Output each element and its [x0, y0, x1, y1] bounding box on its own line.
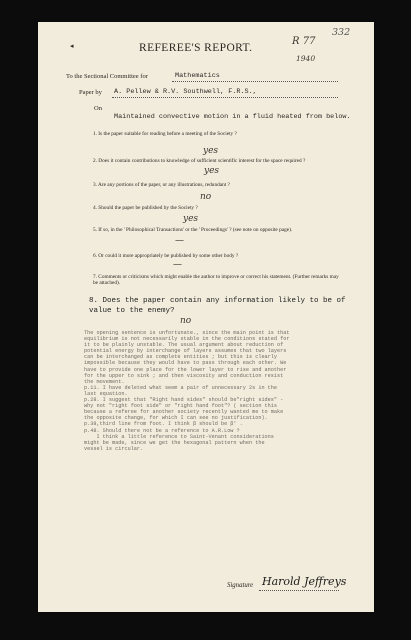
answer-4: no: [200, 192, 212, 202]
signature: Harold Jeffreys: [262, 575, 347, 588]
signature-label: Signature: [227, 582, 254, 589]
committee-label: To the Sectional Committee for: [66, 73, 148, 80]
paper-rule: [112, 97, 338, 98]
question-4: 4. Should the paper be published by the Society ?: [93, 205, 198, 211]
committee-value: Mathematics: [175, 72, 220, 80]
left-arrow-icon: ◂: [70, 42, 74, 50]
answer-3: yes: [204, 166, 220, 176]
question-7: 7. Comments or criticisms which might enable the author to improve or correct his statement. (Further remarks may be attached).: [93, 274, 339, 287]
year-note: 1940: [296, 54, 316, 63]
page-number: 332: [332, 27, 351, 38]
answer-2: yes: [203, 146, 219, 156]
reference-number: R 77: [292, 36, 316, 47]
referee-comments: The opening sentence is unfortunate., since the main point is that equilibrium is not necessarily stable in the conditions stated for it to be plainly unstable. The usual argument about reduction of potential energy by interchange of layers assumes that two layers can be interchanged as complete entities ; but this is clearly impossible because they would have to pass through each other. We have to provide one place for the lower layer to rise and another for the upper to sink ; and then viscosity and conduction resist the movement. p.11. I have deleted what seem a pair of unnecessary 2s in the last equation. p.28. I suggest that "Right hand sides" should be"right sides" - why not "right foot side" or "right hand foot"? ( section this because a referee for another society recently wanted me to make the opposite change, for which I can see no justification). p.38,third line from foot. I think β should be β' . p.48. Should there not be a reference to A.R.Low ? I think a little reference to Saint-Venant considerations might be made, since we get the hexagonal pattern when the vessel is circular.: [84, 330, 290, 452]
question-5: 5. If so, in the ' Philosophical Transactions' or the ' Proceedings' ? (see note on opposite page).: [93, 227, 293, 233]
signature-rule: [259, 590, 339, 591]
question-3: 3. Are any portions of the paper, or any illustrations, redundant ?: [93, 182, 230, 188]
committee-rule: [172, 81, 338, 82]
paper-label: Paper by: [79, 89, 102, 96]
question-6: 6. Or could it more appropriately be published by some other body ?: [93, 253, 239, 259]
report-title: REFEREE'S REPORT.: [139, 42, 253, 54]
paper-title: Maintained convective motion in a fluid heated from below.: [114, 113, 351, 121]
answer-5: yes: [183, 214, 199, 224]
answer-8: no: [180, 316, 192, 326]
answer-7: —: [173, 260, 182, 270]
question-8: 8. Does the paper contain any information likely to be of value to the enemy?: [89, 297, 346, 315]
question-2: 2. Does it contain contributions to knowledge of sufficient scientific interest for the space required ?: [93, 158, 306, 164]
answer-6: —: [175, 236, 184, 246]
question-1: 1. Is the paper suitable for reading before a meeting of the Society ?: [93, 131, 237, 137]
referee-report-page: [38, 22, 374, 612]
on-label: On: [94, 105, 102, 112]
paper-authors: A. Pellew & R.V. Southwell, F.R.S.,: [114, 88, 257, 96]
